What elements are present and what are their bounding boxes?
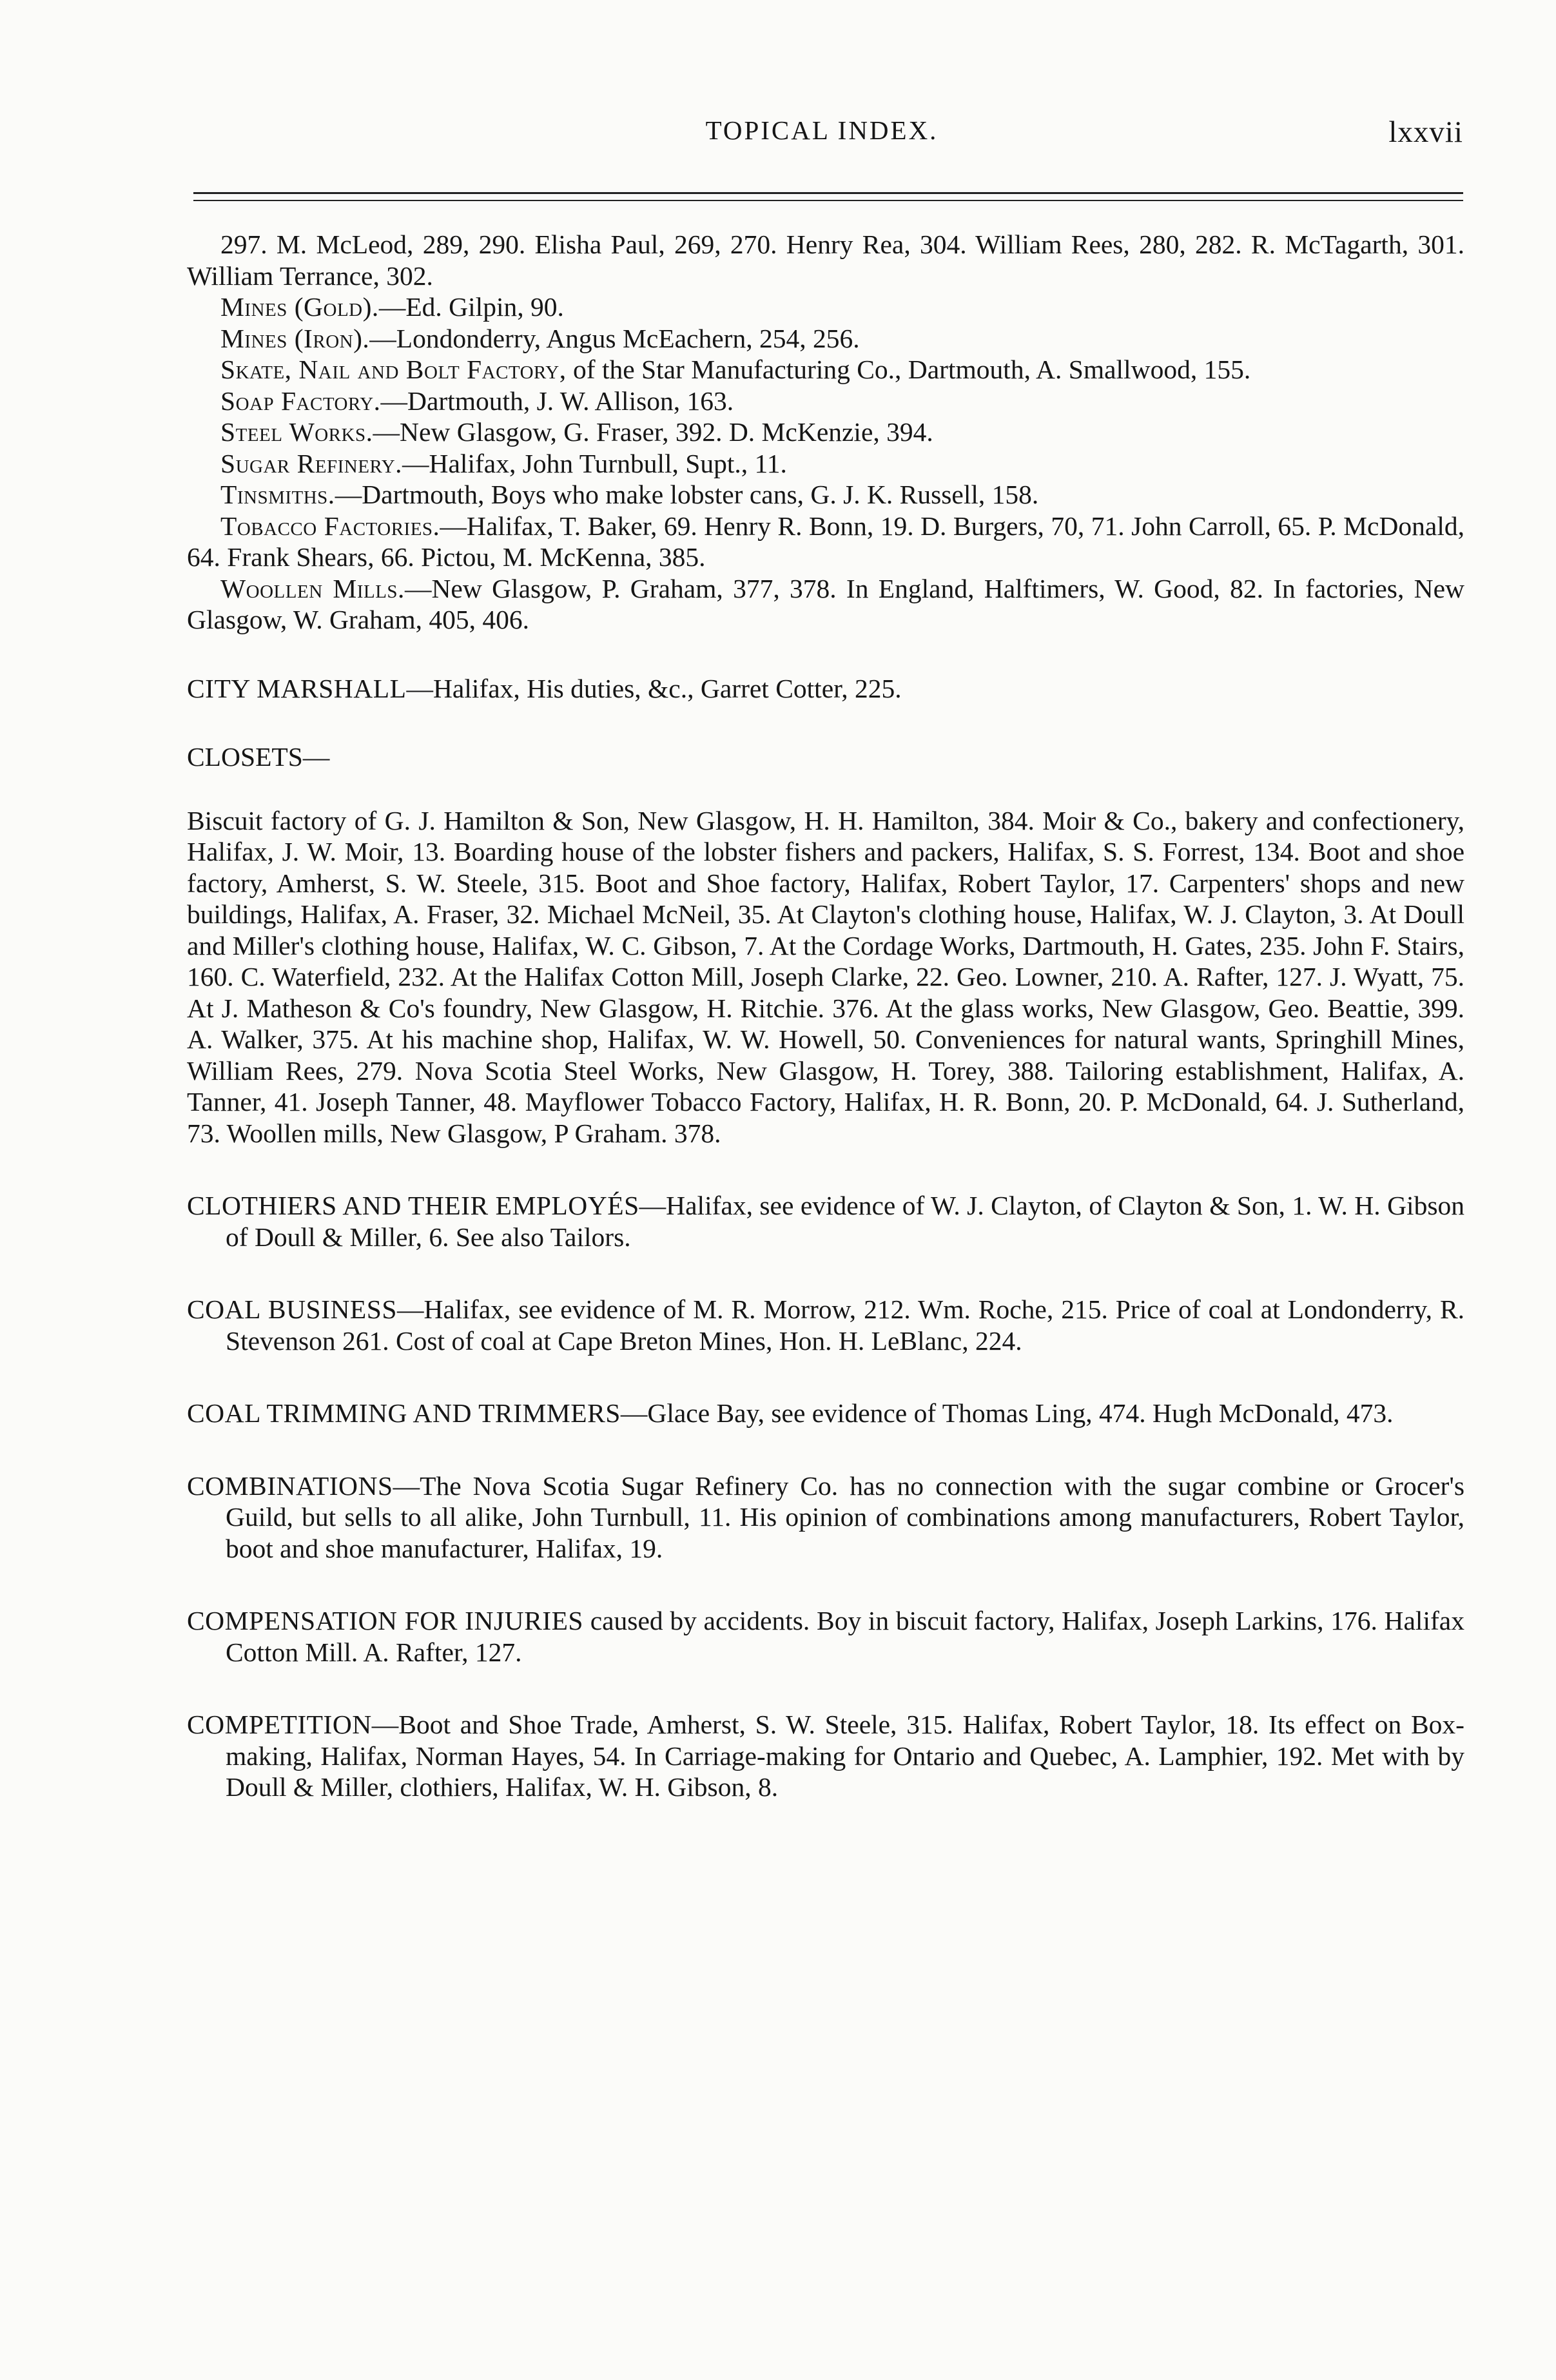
subentry-tobacco-factories <box>187 511 1464 573</box>
entry-heading: COMBINATIONS <box>187 1470 393 1501</box>
subentry-heading: Mines (Iron). <box>220 323 370 353</box>
subentry-text: —New Glasgow, P. Graham, 377, 378. In England, Halftimers, W. Good, 82. In factories, New Glasgow, W. Graham, 405, 406. <box>187 573 1464 634</box>
subentry-text: —Halifax, T. Baker, 69. Henry R. Bonn, 19. D. Burgers, 70, 71. John Carroll, 65. P. McDonald, 64. Frank Shears, 66. Pictou, M. McKenna, 385. <box>187 511 1464 572</box>
entry-text: —Halifax, see evidence of W. J. Clayton, of Clayton & Son, 1. W. H. Gibson of Doull & Miller, 6. See also Tailors. <box>226 1191 1464 1252</box>
entry-coal-trimming <box>187 1398 1464 1429</box>
subentry-skate-factory <box>187 354 1464 385</box>
subentry-heading: Steel Works. <box>220 417 373 447</box>
entry-competition <box>187 1709 1464 1803</box>
subentry-text: —Halifax, John Turnbull, Supt., 11. <box>402 448 787 478</box>
subentry-text: —Dartmouth, Boys who make lobster cans, G. J. K. Russell, 158. <box>335 480 1039 509</box>
subentry-heading: Soap Factory. <box>220 385 381 416</box>
index-body <box>187 229 1464 1803</box>
entry-heading: CLOTHIERS AND THEIR EMPLOYÉS <box>187 1191 639 1220</box>
subentry-soap-factory <box>187 385 1464 417</box>
subentry-heading: Tobacco Factories. <box>220 511 440 541</box>
running-head <box>180 115 1463 153</box>
subentry-text: —Londonderry, Angus McEachern, 254, 256. <box>369 323 860 353</box>
entry-text: —Glace Bay, see evidence of Thomas Ling, 474. Hugh McDonald, 473. <box>620 1398 1394 1428</box>
header-rule-thin <box>193 200 1463 201</box>
page-number: lxxvii <box>1388 115 1463 149</box>
subentry-text: —New Glasgow, G. Fraser, 392. D. McKenzie, 394. <box>373 417 933 447</box>
subentry-sugar-refinery <box>187 448 1464 480</box>
entry-city-marshall <box>187 673 1464 705</box>
subentry-heading: Woollen Mills. <box>220 573 405 603</box>
entry-compensation <box>187 1605 1464 1668</box>
entry-closets-text: Biscuit factory of G. J. Hamilton & Son, New Glasgow, H. H. Hamilton, 384. Moir & Co., bakery and confectionery, Halifax, J. W. Moir, 13. Boarding house of the lobster fishers and packers, Halifax, S. S. Forrest, 134. Boot and shoe factory, Amherst, S. W. Steele, 315. Boot and Shoe factory, Halifax, Robert Taylor, 17. Carpenters' shops and new buildings, Halifax, A. Fraser, 32. Michael McNeil, 35. At Clayton's clothing house, Halifax, W. J. Clayton, 3. At Doull and Miller's clothing house, Halifax, W. C. Gibson, 7. At the Cordage Works, Dartmouth, H. Gates, 235. John F. Stairs, 160. C. Waterfield, 232. At the Halifax Cotton Mill, Joseph Clarke, 22. Geo. Lowner, 210. A. Rafter, 127. J. Wyatt, 75. At J. Matheson & Co's foundry, New Glasgow, H. Ritchie. 376. At the glass works, New Glasgow, Geo. Beattie, 399. A. Walker, 375. At his machine shop, Halifax, W. W. Howell, 50. Conveniences for natural wants, Springhill Mines, William Rees, 279. Nova Scotia Steel Works, New Glasgow, H. Torey, 388. Tailoring establishment, Halifax, A. Tanner, 41. Joseph Tanner, 48. Mayflower Tobacco Factory, Halifax, H. R. Bonn, 20. P. McDonald, 64. J. Sutherland, 73. Woollen mills, New Glasgow, P Graham. 378. <box>187 805 1464 1148</box>
entry-text: —Halifax, His duties, &c., Garret Cotter, 225. <box>406 673 902 703</box>
subentry-steel-works <box>187 416 1464 448</box>
subentry-text: —Dartmouth, J. W. Allison, 163. <box>380 385 734 416</box>
header-rule <box>193 192 1463 194</box>
entry-text: —Boot and Shoe Trade, Amherst, S. W. Steele, 315. Halifax, Robert Taylor, 18. Its effect on Box-making, Halifax, Norman Hayes, 54. In Carriage-making for Ontario and Quebec, A. Lamphier, 192. Met with by Doull & Miller, clothiers, Halifax, W. H. Gibson, 8. <box>226 1710 1464 1802</box>
subentry-heading: Sugar Refinery. <box>220 448 403 478</box>
entry-heading: COAL BUSINESS <box>187 1294 397 1324</box>
subentry-heading: Tinsmiths. <box>220 480 335 509</box>
subentry-text: of the Star Manufacturing Co., Dartmouth, A. Smallwood, 155. <box>566 355 1251 384</box>
entry-closets-heading: CLOSETS— <box>187 742 330 772</box>
entry-heading: CITY MARSHALL <box>187 673 407 703</box>
entry-combinations <box>187 1470 1464 1565</box>
entry-heading: COMPENSATION FOR INJURIES <box>187 1606 583 1635</box>
subentry-mines-iron <box>187 323 1464 355</box>
page-header-title: TOPICAL INDEX. <box>705 115 938 145</box>
entry-heading: COAL TRIMMING AND TRIMMERS <box>187 1398 621 1428</box>
subentry-tinsmiths <box>187 479 1464 511</box>
subentry-woollen-mills <box>187 573 1464 636</box>
subentry-heading: Mines (Gold). <box>220 292 379 322</box>
subentry-mines-gold <box>187 291 1464 323</box>
entry-coal-business <box>187 1294 1464 1356</box>
subentry-heading: Skate, Nail and Bolt Factory, <box>220 355 567 384</box>
entry-text: —Halifax, see evidence of M. R. Morrow, 212. Wm. Roche, 215. Price of coal at Londonderry, R. Stevenson 261. Cost of coal at Cape Breton Mines, Hon. H. LeBlanc, 224. <box>226 1294 1465 1356</box>
subentry-text: —Ed. Gilpin, 90. <box>378 292 564 322</box>
entry-text: caused by accidents. Boy in biscuit factory, Halifax, Joseph Larkins, 176. Halifax Cotton Mill. A. Rafter, 127. <box>226 1606 1464 1667</box>
entry-text: —The Nova Scotia Sugar Refinery Co. has no connection with the sugar combine or Grocer's Guild, but sells to all alike, John Turnbull, 11. His opinion of combinations among manufacturers, Robert Taylor, boot and shoe manufacturer, Halifax, 19. <box>226 1470 1464 1563</box>
entry-heading: COMPETITION <box>187 1710 372 1739</box>
entry-clothiers <box>187 1190 1464 1253</box>
index-continuation: 297. M. McLeod, 289, 290. Elisha Paul, 269, 270. Henry Rea, 304. William Rees, 280, 282. R. McTagarth, 301. William Terrance, 302. <box>187 229 1464 291</box>
